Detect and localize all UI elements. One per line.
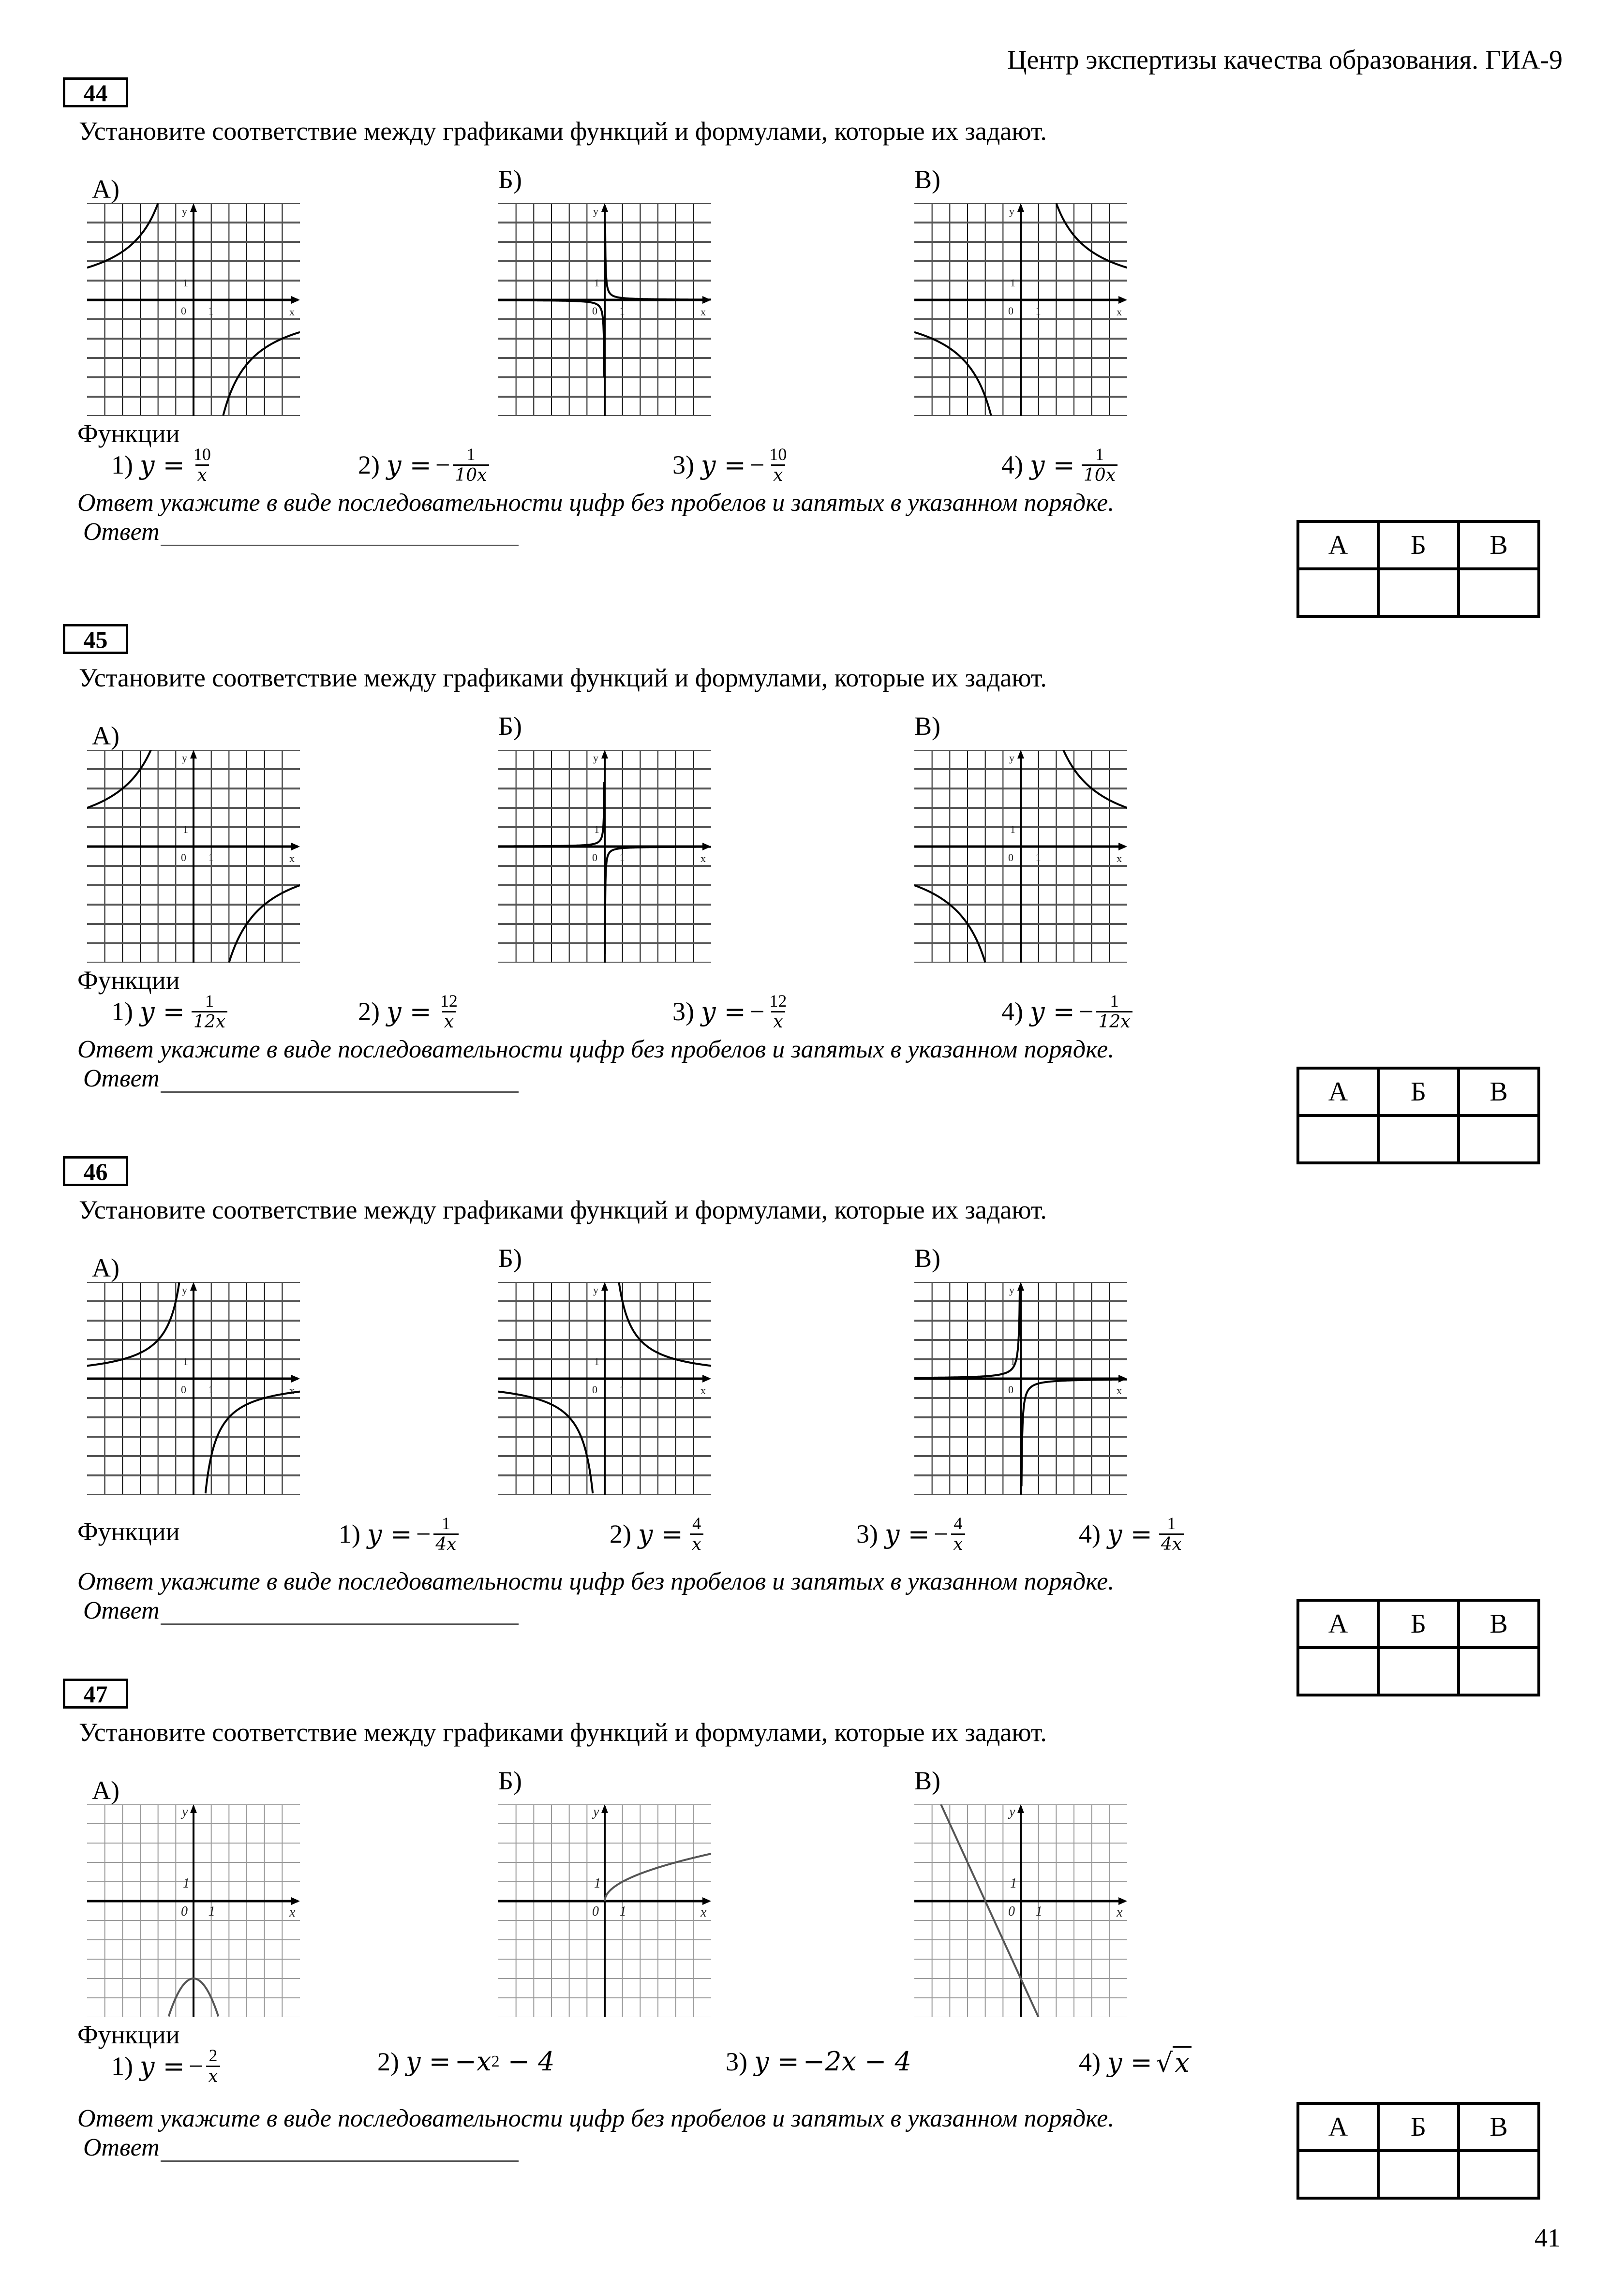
fraction-denominator: x bbox=[206, 2066, 220, 2086]
answer-input-line[interactable] bbox=[161, 521, 519, 546]
x-axis-arrow-icon bbox=[702, 1375, 711, 1383]
formula-option bbox=[672, 445, 789, 485]
y-unit-label: 1 bbox=[183, 1355, 188, 1368]
formula-lhs: y = bbox=[1029, 449, 1075, 480]
formula-option bbox=[111, 2046, 220, 2086]
function-graph bbox=[87, 1804, 300, 2017]
formula-fraction bbox=[206, 2046, 220, 2086]
answer-input-line[interactable] bbox=[161, 1599, 519, 1625]
functions-label: Функции bbox=[77, 2020, 180, 2049]
graph-label: А) bbox=[92, 721, 119, 750]
function-curve bbox=[87, 1282, 179, 1366]
x-axis-label: x bbox=[700, 1905, 707, 1920]
formula-body: −2x − 4 bbox=[803, 2046, 911, 2077]
formula-option bbox=[358, 992, 460, 1031]
fraction-numerator: 4 bbox=[954, 1514, 963, 1533]
formula-option bbox=[111, 992, 227, 1031]
formula-option bbox=[610, 1514, 703, 1554]
task-47 bbox=[0, 1679, 1624, 2211]
fraction-numerator: 2 bbox=[209, 2046, 218, 2065]
formula-lhs: y = bbox=[386, 449, 432, 480]
answer-field[interactable] bbox=[83, 1596, 519, 1625]
x-axis-label: x bbox=[1117, 1905, 1123, 1920]
answer-field[interactable] bbox=[83, 2133, 519, 2162]
y-axis-arrow-icon bbox=[1017, 1282, 1024, 1291]
task-number: 45 bbox=[63, 624, 128, 654]
answer-instruction: Ответ укажите в виде последовательности цифр без пробелов и запятых в указанном порядке. bbox=[77, 1036, 1115, 1063]
fraction-denominator: x bbox=[442, 1011, 456, 1032]
formula-sign: − bbox=[416, 1519, 431, 1549]
function-curve bbox=[914, 332, 991, 416]
y-axis-label: y bbox=[593, 752, 598, 764]
formula-lhs: y = bbox=[1029, 996, 1075, 1027]
y-axis-arrow-icon bbox=[190, 1282, 197, 1291]
formula-fraction bbox=[433, 1514, 458, 1554]
answer-cell-b[interactable] bbox=[1378, 2151, 1459, 2198]
x-unit-label: 1 bbox=[208, 851, 214, 863]
origin-label: 0 bbox=[1008, 1384, 1013, 1396]
function-graph bbox=[914, 1804, 1127, 2017]
origin-label: 0 bbox=[592, 851, 597, 863]
answer-label: Ответ bbox=[83, 2134, 160, 2161]
answer-cell-v[interactable] bbox=[1459, 569, 1539, 616]
formula-option bbox=[1001, 992, 1132, 1031]
formula-index: 2) bbox=[610, 1519, 631, 1549]
answer-cell-a[interactable] bbox=[1298, 569, 1378, 616]
answer-label: Ответ bbox=[83, 518, 160, 546]
formula-index: 4) bbox=[1001, 997, 1023, 1026]
formula-fraction bbox=[1159, 1514, 1184, 1554]
formula-index: 1) bbox=[339, 1519, 360, 1549]
formula-fraction bbox=[767, 992, 789, 1031]
answer-label: Ответ bbox=[83, 1597, 160, 1624]
functions-label: Функции bbox=[77, 1517, 180, 1546]
function-curve bbox=[1063, 750, 1127, 808]
graph-label: А) bbox=[92, 175, 119, 204]
x-axis-label: x bbox=[289, 306, 295, 318]
fraction-denominator: 10x bbox=[1082, 464, 1117, 485]
x-unit-label: 1 bbox=[1035, 851, 1041, 863]
task-46 bbox=[0, 1156, 1624, 1688]
function-graph bbox=[87, 750, 300, 963]
table-header-b: Б bbox=[1378, 521, 1459, 569]
page-header: Центр экспертизы качества образования. ГИА-9 bbox=[1007, 45, 1563, 75]
y-axis-arrow-icon bbox=[190, 750, 197, 759]
formula-lhs: y = bbox=[884, 1518, 930, 1549]
y-axis-arrow-icon bbox=[1017, 750, 1024, 759]
fraction-numerator: 1 bbox=[1110, 991, 1119, 1011]
x-axis-label: x bbox=[1117, 852, 1122, 864]
function-graph bbox=[914, 750, 1127, 963]
answer-instruction: Ответ укажите в виде последовательности цифр без пробелов и запятых в указанном порядке. bbox=[77, 2105, 1115, 2132]
functions-label: Функции bbox=[77, 966, 180, 995]
task-number: 47 bbox=[63, 1679, 128, 1709]
answer-instruction: Ответ укажите в виде последовательности цифр без пробелов и запятых в указанном порядке. bbox=[77, 489, 1115, 517]
y-axis-arrow-icon bbox=[601, 1804, 608, 1813]
y-unit-label: 1 bbox=[594, 1876, 601, 1891]
x-axis-label: x bbox=[289, 1905, 296, 1920]
answer-table bbox=[1296, 2102, 1540, 2200]
graph-label: В) bbox=[914, 165, 940, 194]
fraction-numerator: 1 bbox=[441, 1514, 450, 1533]
function-graph bbox=[498, 1282, 711, 1495]
graph-label: Б) bbox=[498, 1766, 522, 1795]
origin-label: 0 bbox=[181, 1904, 188, 1919]
x-axis-arrow-icon bbox=[1118, 296, 1127, 304]
origin-label: 0 bbox=[181, 305, 186, 317]
fraction-numerator: 10 bbox=[193, 445, 211, 464]
function-curve bbox=[941, 1804, 1039, 2017]
formula-fraction bbox=[192, 445, 213, 485]
y-axis-arrow-icon bbox=[190, 1804, 197, 1813]
table-header-v: В bbox=[1459, 1068, 1539, 1116]
fraction-denominator: x bbox=[690, 1533, 703, 1554]
formula-option bbox=[1079, 2046, 1192, 2078]
origin-label: 0 bbox=[1008, 1904, 1015, 1919]
x-unit-label: 1 bbox=[619, 1904, 626, 1919]
table-header-b: Б bbox=[1378, 2103, 1459, 2151]
fraction-numerator: 10 bbox=[769, 445, 787, 464]
y-unit-label: 1 bbox=[594, 823, 599, 835]
formula-index: 1) bbox=[111, 450, 133, 480]
formula-index: 3) bbox=[672, 997, 694, 1026]
formula-lhs: y = bbox=[139, 2051, 185, 2082]
function-curve bbox=[87, 750, 151, 808]
formula-option bbox=[377, 2046, 555, 2077]
formula-body: −x bbox=[454, 2046, 492, 2077]
x-unit-label: 1 bbox=[1035, 305, 1041, 317]
answer-input-line[interactable] bbox=[161, 2136, 519, 2162]
function-graph bbox=[498, 750, 711, 963]
fraction-denominator: 4x bbox=[1159, 1533, 1184, 1554]
formula-lhs: y = bbox=[754, 2046, 799, 2077]
function-curve bbox=[619, 1282, 712, 1366]
formula-index: 4) bbox=[1001, 450, 1023, 480]
formula-option bbox=[1079, 1514, 1184, 1554]
fraction-numerator: 12 bbox=[440, 991, 458, 1011]
y-axis-label: y bbox=[182, 1804, 188, 1819]
y-axis-arrow-icon bbox=[601, 750, 608, 759]
y-unit-label: 1 bbox=[1010, 823, 1015, 835]
formula-fraction bbox=[767, 445, 789, 485]
origin-label: 0 bbox=[592, 305, 597, 317]
function-graph bbox=[87, 1282, 300, 1495]
formula-index: 2) bbox=[377, 2047, 399, 2076]
task-instruction: Установите соответствие между графиками функций и формулами, которые их задают. bbox=[79, 1718, 1047, 1747]
formula-sign: − bbox=[435, 450, 450, 480]
x-axis-label: x bbox=[700, 306, 706, 318]
fraction-denominator: x bbox=[951, 1533, 965, 1554]
origin-label: 0 bbox=[181, 1384, 186, 1396]
x-axis-label: x bbox=[700, 1384, 706, 1397]
origin-label: 0 bbox=[592, 1384, 597, 1396]
y-unit-label: 1 bbox=[1010, 277, 1015, 289]
y-axis-label: y bbox=[593, 1284, 598, 1296]
formula-fraction bbox=[690, 1514, 703, 1554]
formula-fraction bbox=[951, 1514, 965, 1554]
answer-field[interactable] bbox=[83, 1064, 519, 1093]
x-unit-label: 1 bbox=[208, 1904, 215, 1919]
function-graph bbox=[87, 203, 300, 416]
graph-label: Б) bbox=[498, 712, 522, 741]
page-number: 41 bbox=[1535, 2223, 1561, 2252]
task-44 bbox=[0, 77, 1624, 610]
function-graph bbox=[914, 203, 1127, 416]
formula-lhs: y = bbox=[139, 449, 185, 480]
fraction-denominator: 10x bbox=[453, 464, 489, 485]
table-header-b: Б bbox=[1378, 1600, 1459, 1648]
x-unit-label: 1 bbox=[1035, 1384, 1041, 1396]
formula-sign: − bbox=[749, 450, 765, 480]
x-unit-label: 1 bbox=[208, 305, 214, 317]
y-unit-label: 1 bbox=[183, 1876, 190, 1891]
formula-fraction bbox=[1096, 992, 1132, 1031]
x-axis-label: x bbox=[1117, 306, 1122, 318]
function-curve bbox=[223, 332, 300, 416]
y-axis-label: y bbox=[182, 752, 187, 764]
y-unit-label: 1 bbox=[183, 277, 188, 289]
y-unit-label: 1 bbox=[1010, 1355, 1015, 1368]
y-axis-label: y bbox=[182, 1284, 187, 1296]
origin-label: 0 bbox=[1008, 851, 1013, 863]
graph-label: В) bbox=[914, 1766, 940, 1795]
y-axis-label: y bbox=[1009, 1284, 1014, 1296]
x-unit-label: 1 bbox=[619, 305, 625, 317]
formula-option bbox=[358, 445, 489, 485]
formula-index: 1) bbox=[111, 2052, 133, 2081]
function-graph bbox=[914, 1282, 1127, 1495]
formula-option bbox=[111, 445, 213, 485]
task-instruction: Установите соответствие между графиками функций и формулами, которые их задают. bbox=[79, 117, 1047, 146]
x-axis-arrow-icon bbox=[702, 1897, 711, 1905]
task-number: 44 bbox=[63, 77, 128, 107]
fraction-denominator: x bbox=[195, 464, 209, 485]
fraction-numerator: 1 bbox=[205, 991, 214, 1011]
table-header-a: А bbox=[1298, 1600, 1378, 1648]
fraction-numerator: 1 bbox=[466, 445, 476, 464]
task-number: 46 bbox=[63, 1156, 128, 1186]
x-unit-label: 1 bbox=[208, 1384, 214, 1396]
graph-label: А) bbox=[92, 1776, 119, 1805]
graph-label: В) bbox=[914, 1244, 940, 1273]
graph-label: В) bbox=[914, 712, 940, 741]
formula-sign: − bbox=[749, 997, 765, 1026]
formula-fraction bbox=[1082, 445, 1117, 485]
table-header-v: В bbox=[1459, 2103, 1539, 2151]
y-axis-arrow-icon bbox=[190, 203, 197, 212]
answer-table bbox=[1296, 520, 1540, 618]
graph-label: Б) bbox=[498, 165, 522, 194]
fraction-denominator: 12x bbox=[1096, 1011, 1132, 1032]
formula-fraction bbox=[192, 992, 227, 1031]
formula-lhs: y = bbox=[700, 996, 746, 1027]
fraction-numerator: 12 bbox=[769, 991, 787, 1011]
functions-label: Функции bbox=[77, 419, 180, 448]
formula-option bbox=[726, 2046, 911, 2077]
formula-index: 4) bbox=[1079, 2048, 1101, 2077]
fraction-denominator: x bbox=[771, 1011, 785, 1032]
x-unit-label: 1 bbox=[619, 851, 625, 863]
sqrt-radicand: x bbox=[1173, 2046, 1191, 2078]
origin-label: 0 bbox=[181, 851, 186, 863]
y-axis-arrow-icon bbox=[601, 203, 608, 212]
x-unit-label: 1 bbox=[1035, 1904, 1043, 1919]
formula-fraction bbox=[453, 445, 489, 485]
formula-index: 4) bbox=[1079, 1519, 1101, 1549]
table-header-a: А bbox=[1298, 2103, 1378, 2151]
y-axis-label: y bbox=[593, 1804, 599, 1819]
formula-index: 2) bbox=[358, 997, 380, 1026]
answer-cell-b[interactable] bbox=[1378, 569, 1459, 616]
function-graph bbox=[498, 203, 711, 416]
x-axis-label: x bbox=[700, 852, 706, 864]
task-instruction: Установите соответствие между графиками функций и формулами, которые их задают. bbox=[79, 663, 1047, 692]
y-axis-arrow-icon bbox=[1017, 1804, 1024, 1813]
formula-sqrt bbox=[1156, 2046, 1192, 2078]
function-curve bbox=[206, 1392, 300, 1494]
answer-field[interactable] bbox=[83, 518, 519, 546]
answer-instruction: Ответ укажите в виде последовательности цифр без пробелов и запятых в указанном порядке. bbox=[77, 1568, 1115, 1595]
x-axis-arrow-icon bbox=[291, 843, 300, 850]
x-axis-arrow-icon bbox=[291, 1897, 300, 1905]
y-axis-arrow-icon bbox=[1017, 203, 1024, 212]
y-unit-label: 1 bbox=[1010, 1876, 1017, 1891]
formula-lhs: y = bbox=[386, 996, 432, 1027]
x-axis-label: x bbox=[1117, 1384, 1122, 1397]
formula-sign: − bbox=[188, 2052, 204, 2081]
formula-lhs: y = bbox=[1107, 2047, 1152, 2078]
formula-option bbox=[1001, 445, 1117, 485]
formula-lhs: y = bbox=[638, 1518, 683, 1549]
fraction-denominator: 4x bbox=[433, 1533, 458, 1554]
x-axis-arrow-icon bbox=[291, 296, 300, 304]
x-axis-label: x bbox=[289, 852, 295, 864]
sqrt-icon: √ bbox=[1156, 2048, 1173, 2078]
formula-lhs: y = bbox=[367, 1518, 412, 1549]
formula-lhs: y = bbox=[139, 996, 185, 1027]
fraction-numerator: 4 bbox=[692, 1514, 701, 1533]
task-instruction: Установите соответствие между графиками функций и формулами, которые их задают. bbox=[79, 1195, 1047, 1224]
origin-label: 0 bbox=[1008, 305, 1013, 317]
function-graph bbox=[498, 1804, 711, 2017]
answer-table bbox=[1296, 1067, 1540, 1164]
formula-index: 3) bbox=[672, 450, 694, 480]
formula-index: 2) bbox=[358, 450, 380, 480]
formula-lhs: y = bbox=[405, 2046, 451, 2077]
x-axis-arrow-icon bbox=[291, 1375, 300, 1383]
fraction-denominator: x bbox=[771, 464, 785, 485]
table-header-b: Б bbox=[1378, 1068, 1459, 1116]
function-curve bbox=[498, 1392, 593, 1494]
x-axis-arrow-icon bbox=[1118, 843, 1127, 850]
table-header-v: В bbox=[1459, 1600, 1539, 1648]
formula-exponent: 2 bbox=[491, 2052, 500, 2070]
y-axis-label: y bbox=[1009, 1804, 1015, 1819]
task-45 bbox=[0, 624, 1624, 1156]
y-axis-label: y bbox=[1009, 752, 1014, 764]
formula-option bbox=[856, 1514, 965, 1554]
y-axis-label: y bbox=[593, 205, 598, 217]
answer-cell-v[interactable] bbox=[1459, 2151, 1539, 2198]
formula-lhs: y = bbox=[1107, 1518, 1152, 1549]
answer-cell-a[interactable] bbox=[1298, 2151, 1378, 2198]
answer-label: Ответ bbox=[83, 1065, 160, 1092]
fraction-denominator: 12x bbox=[192, 1011, 227, 1032]
formula-index: 3) bbox=[726, 2047, 747, 2076]
table-header-v: В bbox=[1459, 521, 1539, 569]
answer-input-line[interactable] bbox=[161, 1067, 519, 1093]
graph-label: Б) bbox=[498, 1244, 522, 1273]
formula-fraction bbox=[438, 992, 460, 1031]
graph-label: А) bbox=[92, 1253, 119, 1282]
x-unit-label: 1 bbox=[619, 1384, 625, 1396]
formula-lhs: y = bbox=[700, 449, 746, 480]
x-axis-arrow-icon bbox=[1118, 1897, 1127, 1905]
y-axis-label: y bbox=[182, 205, 187, 217]
fraction-numerator: 1 bbox=[1095, 445, 1104, 464]
table-header-a: А bbox=[1298, 521, 1378, 569]
formula-option bbox=[672, 992, 789, 1031]
formula-index: 3) bbox=[856, 1519, 878, 1549]
formula-tail: − 4 bbox=[499, 2046, 555, 2077]
y-axis-arrow-icon bbox=[601, 1282, 608, 1291]
formula-option bbox=[339, 1514, 459, 1554]
table-header-a: А bbox=[1298, 1068, 1378, 1116]
y-unit-label: 1 bbox=[183, 823, 188, 835]
formula-sign: − bbox=[933, 1519, 949, 1549]
y-axis-label: y bbox=[1009, 205, 1014, 217]
fraction-numerator: 1 bbox=[1167, 1514, 1176, 1533]
formula-sign: − bbox=[1078, 997, 1094, 1026]
origin-label: 0 bbox=[592, 1904, 599, 1919]
formula-index: 1) bbox=[111, 997, 133, 1026]
x-axis-label: x bbox=[289, 1384, 295, 1397]
y-unit-label: 1 bbox=[594, 1355, 599, 1368]
y-unit-label: 1 bbox=[594, 277, 599, 289]
